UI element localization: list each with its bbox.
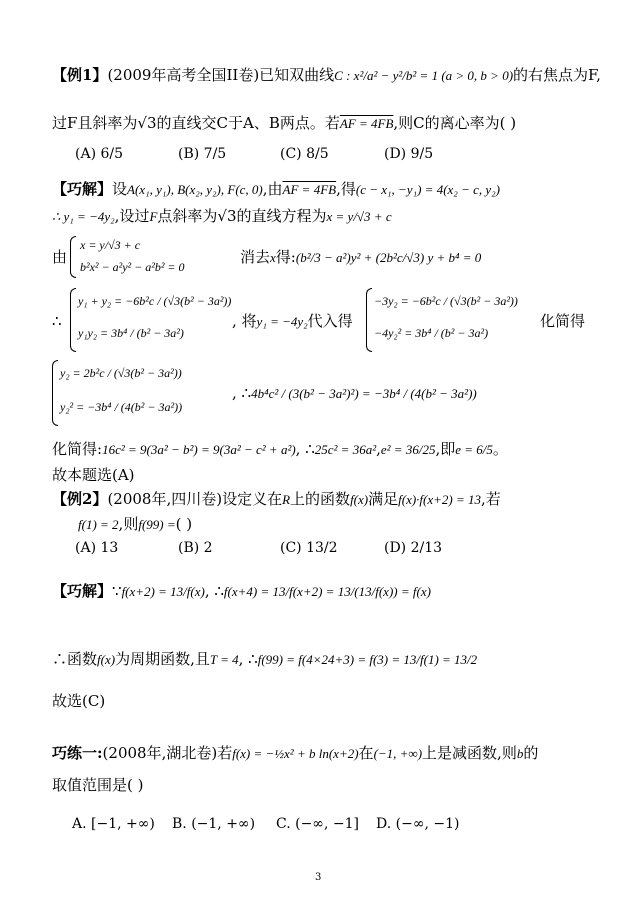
ex2-text: ,则	[118, 515, 139, 533]
sol1-eq: ∴ y₁ = −4y₂	[52, 209, 115, 224]
sys-d-1: y₂ = 2b²c / (√3(b² − 3a²))	[60, 366, 182, 380]
ex1-option-d: (D) 9/5	[384, 146, 434, 162]
ex2-cond: f(1) = 2	[78, 517, 119, 532]
ex2-text: 上的函数	[290, 490, 351, 508]
sys-a-1: x = y/√3 + c	[80, 238, 141, 252]
sol2-text: , ∴	[204, 582, 224, 600]
sol2-period: T = 4	[209, 652, 239, 667]
sol1-line4-mid	[232, 312, 353, 330]
ex3-option-a: A. [−1, +∞)	[72, 816, 155, 832]
ex2-line1	[52, 490, 501, 508]
ex3-line1	[52, 744, 538, 762]
sol1-var: x	[270, 250, 276, 265]
sys-c-2: −4y₂² = 3b⁴ / (b² − 3a²)	[374, 326, 489, 340]
sol1-line2	[52, 207, 392, 225]
sol1-sub: y₁ = −4y₂	[256, 314, 308, 329]
sol1-answer: e = 6/5	[455, 442, 493, 457]
ex3-line2: 取值范围是( )	[52, 776, 144, 794]
sol1-line1	[52, 180, 500, 198]
ex2-option-b: (B) 2	[178, 540, 213, 556]
sol1-text: ,由	[262, 180, 283, 198]
sol1-text: 点斜率为√3的直线方程为	[157, 207, 327, 225]
sys-b-2: y₁y₂ = 3b⁴ / (b² − 3a²)	[78, 326, 184, 340]
sol1-text: ,	[376, 440, 381, 458]
sol1-tag: 【巧解】	[52, 180, 113, 198]
ex2-question: f(99) =	[138, 517, 176, 532]
ex2-text: (2008年,四川卷)设定义在	[107, 490, 283, 508]
ex1-intro: (2009年高考全国II卷)已知双曲线	[107, 66, 335, 84]
sol1-text: 。	[492, 440, 508, 458]
sol1-line4-end	[540, 312, 585, 330]
sol2-eq: f(x+2) = 13/f(x)	[121, 584, 205, 599]
sol1-conclusion: 故本题选(A)	[52, 466, 135, 484]
ex3-text: 上是减函数,则	[422, 744, 517, 762]
ex2-option-d: (D) 2/13	[384, 540, 443, 556]
ex2-text: ,若	[481, 490, 501, 508]
ex2-text: 满足	[368, 490, 399, 508]
brace	[366, 288, 372, 352]
sol2-eq: f(99) = f(4×24+3) = f(3) = 13/f(1) = 13/2	[257, 652, 478, 667]
sol1-eq: 25c² = 36a²	[314, 442, 377, 457]
sol1-text: 设	[112, 180, 128, 198]
ex1-curve: C : x²/a² − y²/b² = 1 (a > 0, b > 0)	[334, 68, 514, 83]
ex3-option-b: B. (−1, +∞)	[172, 816, 256, 832]
sol1-eq: 16c² = 9(3a² − b²) = 9(3a² − c² + a²)	[102, 442, 296, 457]
sol1-text: , 将	[232, 312, 257, 330]
ex2-option-c: (C) 13/2	[280, 540, 338, 556]
sol1-text: ,得	[336, 180, 356, 198]
ex3-option-c: C. (−∞, −1]	[276, 816, 359, 832]
ex1-tag: 【例1】	[52, 66, 108, 84]
sol2-tag: 【巧解】	[52, 582, 113, 600]
sol1-eq: (c − x₁, −y₁) = 4(x₂ − c, y₂)	[355, 182, 500, 197]
sol2-line2	[52, 650, 477, 668]
sol1-line4	[52, 312, 62, 330]
sys-c-1: −3y₂ = −6b²c / (√3(b² − 3a²))	[374, 294, 518, 308]
sol1-line-eq: x = y/√3 + c	[326, 209, 392, 224]
ex3-func: f(x) = −½x² + b ln(x+2)	[232, 746, 359, 761]
sol1-vec: AF = 4FB	[282, 182, 337, 197]
ex2-option-a: (A) 13	[75, 540, 119, 556]
sol1-line3-right	[240, 248, 481, 266]
ex1-option-c: (C) 8/5	[280, 146, 329, 162]
ex2-var: f(x)	[350, 492, 369, 507]
sol1-text: ,设过	[114, 207, 150, 225]
sol2-text: ∵	[112, 582, 122, 600]
sol2-text: , ∴	[238, 650, 258, 668]
ex3-interval: (−1, +∞)	[373, 746, 423, 761]
sol1-text: , ∴	[295, 440, 315, 458]
sol1-text: ,即	[435, 440, 456, 458]
sol1-text: ∴	[52, 312, 62, 330]
sol2-eq: f(x+4) = 13/f(x+2) = 13/(13/f(x)) = f(x)	[223, 584, 431, 599]
brace	[70, 236, 76, 278]
ex3-text: 的	[523, 744, 539, 762]
ex2-line2	[78, 515, 192, 533]
ex1-line1	[52, 66, 601, 84]
page-number: 3	[315, 872, 322, 883]
ex3-tag: 巧练一:	[52, 744, 103, 762]
ex2-cond: f(x)·f(x+2) = 13	[398, 492, 481, 507]
ex2-tag: 【例2】	[52, 490, 108, 508]
ex1-after-curve: 的右焦点为F,	[513, 66, 601, 84]
sol1-line3	[52, 248, 67, 266]
ex1-line2-end: ,则C的离心率为( )	[393, 114, 517, 132]
sol2-text: ∴函数	[52, 650, 98, 668]
sol2-text: 为周期函数,且	[115, 650, 210, 668]
sol1-text: 化简得:	[52, 440, 103, 458]
sol1-eq: e² = 36/25	[380, 442, 436, 457]
sol1-text: 得:	[275, 248, 296, 266]
sol1-text: 消去	[240, 248, 271, 266]
ex1-line2-text: 过F且斜率为√3的直线交C于A、B两点。若	[52, 114, 340, 132]
sol2-var: f(x)	[97, 652, 116, 667]
sol1-text: 由	[52, 248, 68, 266]
sol1-eq: 4b⁴c² / (3(b² − 3a²)²) = −3b⁴ / (4(b² − 3a²))	[251, 386, 477, 401]
sol1-text: 代入得	[307, 312, 353, 330]
ex3-option-d: D. (−∞, −1)	[376, 816, 460, 832]
ex1-option-a: (A) 6/5	[75, 146, 124, 162]
sys-b-1: y₁ + y₂ = −6b²c / (√3(b² − 3a²))	[78, 294, 232, 308]
sol1-var: F	[149, 209, 158, 224]
ex1-line2	[52, 114, 516, 132]
ex3-text: (2008年,湖北卷)若	[102, 744, 233, 762]
brace	[52, 360, 58, 426]
ex2-text: ( )	[175, 515, 193, 533]
brace	[70, 288, 76, 352]
ex1-vec-cond: AF = 4FB	[339, 116, 394, 131]
sol1-line6	[52, 440, 508, 458]
ex2-var: R	[282, 492, 291, 507]
sol1-line5	[232, 384, 477, 402]
sol2-conclusion: 故选(C)	[52, 692, 106, 710]
ex3-var: b	[516, 746, 524, 761]
sol2-line1	[52, 582, 431, 600]
sys-d-2: y₂² = −3b⁴ / (4(b² − 3a²))	[60, 400, 183, 414]
sol1-text: , ∴	[232, 384, 252, 402]
sol1-quadratic: (b²/3 − a²)y² + (2b²c/√3) y + b⁴ = 0	[295, 250, 482, 265]
ex1-option-b: (B) 7/5	[178, 146, 227, 162]
sol1-text: 化简得	[540, 312, 586, 330]
sol1-points: A(x₁, y₁), B(x₂, y₂), F(c, 0)	[127, 182, 263, 197]
sys-a-2: b²x² − a²y² − a²b² = 0	[80, 260, 185, 274]
ex3-text: 在	[358, 744, 374, 762]
